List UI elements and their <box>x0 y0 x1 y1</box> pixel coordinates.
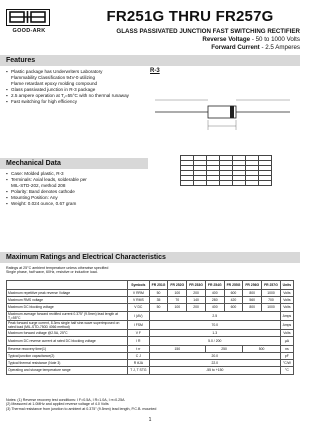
value-cell: 600 <box>224 290 243 297</box>
company-name: GOOD-ARK <box>12 28 46 34</box>
part-title: FR251G THRU FR257G <box>106 8 274 25</box>
value-cell: 100 <box>168 304 187 311</box>
unit-cell: pF <box>280 352 293 359</box>
page-number: 1 <box>148 417 152 423</box>
value-cell: 560 <box>243 297 262 304</box>
column-header: FR 256G <box>243 281 262 290</box>
param-cell: Reverse recovery time(1) <box>7 345 128 352</box>
value-cell: -55 to +150 <box>149 367 280 374</box>
value-cell: 800 <box>243 304 262 311</box>
reverse-voltage-label: Reverse Voltage <box>202 36 251 43</box>
value-cell: 50 <box>149 304 168 311</box>
ratings-table <box>6 280 294 375</box>
value-cell: 70 <box>168 297 187 304</box>
param-cell: Operating and storage temperature range <box>7 367 128 374</box>
table-row <box>7 345 294 352</box>
param-cell: Typical junction capacitance(2) <box>7 352 128 359</box>
ratings-note-line: Single phase, half wave, 60Hz, resistive or inductive load. <box>6 270 98 275</box>
package-outline-drawing <box>150 80 295 150</box>
value-cell: 150 <box>149 345 205 352</box>
table-row <box>7 336 294 345</box>
param-header <box>7 281 128 290</box>
value-cell: 500 <box>243 345 280 352</box>
feature-item: ▪ Glass passivated junction in R-3 package <box>6 87 151 93</box>
value-cell: 1000 <box>262 290 281 297</box>
ratings-heading: Maximum Ratings and Electrical Characteristics <box>0 252 300 263</box>
param-cell: Maximum RMS voltage <box>7 297 128 304</box>
features-list <box>6 69 151 106</box>
value-cell: 20.0 <box>149 352 280 359</box>
value-cell: 2.5 <box>149 311 280 320</box>
table-row <box>7 297 294 304</box>
unit-cell: Volts <box>280 297 293 304</box>
value-cell: 35 <box>149 297 168 304</box>
symbol-cell: T J, T STG <box>128 367 150 374</box>
value-cell: 420 <box>224 297 243 304</box>
ratings-header-row <box>7 281 294 290</box>
feature-item: ▪ 2.5 ampere operation at T⁁=55°C with no thermal runaway <box>6 93 151 99</box>
unit-cell: Volts <box>280 304 293 311</box>
unit-cell: µA <box>280 336 293 345</box>
param-cell: Typical thermal resistance (Note 3) <box>7 360 128 367</box>
value-cell: 200 <box>187 290 206 297</box>
symbol-cell: I R <box>128 336 150 345</box>
column-header: FR 257G <box>262 281 281 290</box>
symbol-cell: V F <box>128 329 150 336</box>
ratings-note-line: Ratings at 25°C ambient temperature unless otherwise specified <box>6 266 109 270</box>
feature-item: ▪ Fast switching for high efficiency <box>6 99 151 105</box>
feature-item: Flame retardant epoxy molding compound <box>11 81 98 87</box>
mechanical-heading: Mechanical Data <box>0 158 148 169</box>
value-cell: 200 <box>187 304 206 311</box>
value-cell: 600 <box>224 304 243 311</box>
mechanical-item: ▪ Case: Molded plastic, R-3 <box>6 171 116 177</box>
value-cell: 22.0 <box>149 360 280 367</box>
value-cell: 100 <box>168 290 187 297</box>
forward-current-label: Forward Current <box>211 44 260 51</box>
param-cell: Peak forward surge current, 8.3ms single half sine-wave superimposed on rated load (MIL-STD-750D 4066 method) <box>7 320 128 329</box>
column-header: Units <box>280 281 293 290</box>
product-subtitle: GLASS PASSIVATED JUNCTION FAST SWITCHING RECTIFIER <box>116 28 300 35</box>
mechanical-item: ▪ Polarity: Band denotes cathode <box>6 189 116 195</box>
column-header: FR 252G <box>168 281 187 290</box>
param-cell: Maximum DC blocking voltage <box>7 304 128 311</box>
value-cell: 5.0 / 200 <box>149 336 280 345</box>
column-header: FR 253G <box>187 281 206 290</box>
param-cell: Maximum DC reverse current at rated DC blocking voltage <box>7 336 128 345</box>
value-cell: 400 <box>205 304 224 311</box>
table-row <box>7 360 294 367</box>
unit-cell: Amps <box>280 320 293 329</box>
forward-current-value: - 2.5 Amperes <box>261 44 300 51</box>
mechanical-item: ▪ Mounting Position: Any <box>6 195 116 201</box>
value-cell: 1.3 <box>149 329 280 336</box>
table-row <box>7 367 294 374</box>
ratings-note <box>6 266 296 275</box>
note-line: (3) Thermal resistance from junction to ambient at 0.375" (9.5mm) lead length, P.C.B. mounted <box>6 406 157 411</box>
reverse-voltage-value: - 50 to 1000 Volts <box>251 36 300 43</box>
table-row <box>7 304 294 311</box>
symbol-cell: I (AV) <box>128 311 150 320</box>
symbol-cell: I FSM <box>128 320 150 329</box>
value-cell: 140 <box>187 297 206 304</box>
value-cell: 250 <box>205 345 242 352</box>
reverse-voltage-spec <box>60 36 300 43</box>
table-row <box>7 290 294 297</box>
column-header: FR 251G <box>149 281 168 290</box>
value-cell: 280 <box>205 297 224 304</box>
symbol-cell: C J <box>128 352 150 359</box>
unit-cell: °C/W <box>280 360 293 367</box>
param-cell: Maximum forward voltage @2.5A, 25°C <box>7 329 128 336</box>
notes <box>6 398 296 411</box>
symbol-cell: V RRM <box>128 290 150 297</box>
column-header: Symbols <box>128 281 150 290</box>
features-heading: Features <box>0 55 300 66</box>
value-cell: 50 <box>149 290 168 297</box>
forward-current-spec <box>60 44 300 51</box>
mechanical-item: MIL-STD-202, method 208 <box>11 183 66 189</box>
mechanical-item: ▪ Weight: 0.024 ounce, 0.67 gram <box>6 201 116 207</box>
value-cell: 400 <box>205 290 224 297</box>
value-cell: 70.0 <box>149 320 280 329</box>
mechanical-item: ▪ Terminals: Axial leads, solderable per <box>6 177 116 183</box>
company-logo <box>6 9 50 26</box>
value-cell: 700 <box>262 297 281 304</box>
symbol-cell: t rr <box>128 345 150 352</box>
column-header: FR 254G <box>205 281 224 290</box>
table-row <box>7 352 294 359</box>
table-row <box>7 311 294 320</box>
param-cell: Maximum average forward rectified current 0.375" (9.5mm) lead length at T⁁=55°C <box>7 311 128 320</box>
column-header: FR 255G <box>224 281 243 290</box>
package-label: R-3 <box>150 68 160 74</box>
dimension-table <box>180 155 272 186</box>
value-cell: 1000 <box>262 304 281 311</box>
unit-cell: Volts <box>280 329 293 336</box>
symbol-cell: R θJA <box>128 360 150 367</box>
value-cell: 800 <box>243 290 262 297</box>
unit-cell: Amps <box>280 311 293 320</box>
unit-cell: ns <box>280 345 293 352</box>
unit-cell: °C <box>280 367 293 374</box>
table-row <box>7 329 294 336</box>
feature-item: Flammability Classification 94V-0 utilizing <box>11 75 95 81</box>
table-row <box>7 320 294 329</box>
note-line: (2) Measured at 1.0MHz and applied reverse voltage of 4.0 Volts <box>6 402 109 407</box>
param-cell: Maximum repetitive peak reverse Voltage <box>7 290 128 297</box>
symbol-cell: V RMS <box>128 297 150 304</box>
unit-cell: Volts <box>280 290 293 297</box>
symbol-cell: V DC <box>128 304 150 311</box>
note-line: Notes: (1) Reverse recovery test conditions: I F=0.5A, I R=1.0A, I rr=0.25A <box>6 398 125 402</box>
feature-item: ▪ Plastic package has Underwriters Laboratory <box>6 69 151 75</box>
mechanical-list <box>6 171 116 208</box>
